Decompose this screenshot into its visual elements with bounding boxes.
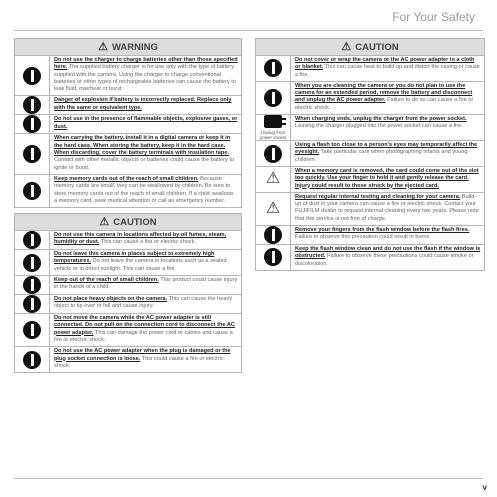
- prohibited-icon: [23, 321, 41, 339]
- safety-item: [256, 115, 484, 141]
- prohibited-icon: [23, 182, 41, 200]
- safety-item-text: [50, 115, 241, 133]
- safety-item-body: Do not leave the camera in locations such as a sealed vehicle or in direct sunlight. This can cause a fire.: [54, 258, 227, 272]
- safety-item: [15, 347, 241, 372]
- safety-item-text: [50, 276, 241, 294]
- row-icon-cell: [15, 175, 50, 207]
- safety-item-text: [291, 226, 484, 244]
- safety-item: [15, 134, 241, 174]
- page-header-title: For Your Safety: [392, 10, 475, 24]
- safety-item-body: Leaving the charger plugged into the power socket can cause a fire.: [295, 123, 463, 130]
- row-icon-cell: [256, 226, 291, 244]
- safety-item: [256, 141, 484, 167]
- row-icon-cell: [15, 96, 50, 114]
- safety-item-heading: Do not move the camera while the AC power adapter is still connected. Do not pull on the connection cord to disconnect the AC power adapter.: [54, 315, 235, 336]
- prohibited-icon: [264, 59, 282, 77]
- safety-item-text: [291, 56, 484, 81]
- row-icon-cell: [15, 231, 50, 249]
- row-icon-cell: [15, 295, 50, 313]
- safety-item-text: [50, 250, 241, 275]
- safety-item-text: [291, 82, 484, 114]
- prohibited-icon: [264, 145, 282, 163]
- safety-item-body: This can cause the heavy object to tip over or fall and cause injury.: [54, 296, 233, 310]
- icon-caption: Unplug from power socket: [259, 130, 287, 141]
- safety-item-body: The supplied battery charger is for use only with the type of battery supplied with the camera. Using the charger to charge conventional batteries or other types of rechargeable batteries can cause the battery to leak fluid, overheat or burst.: [54, 64, 236, 93]
- header-rule: [14, 30, 483, 31]
- safety-item-heading: Do not leave this camera in places subject to extremely high temperatures.: [54, 251, 215, 265]
- safety-item: [256, 82, 484, 115]
- safety-item-text: [50, 295, 241, 313]
- row-icon-cell: [15, 347, 50, 372]
- safety-item-text: [50, 134, 241, 173]
- prohibited-icon: [264, 248, 282, 266]
- safety-item-body: This product could cause injury in the hands of a child.: [54, 277, 238, 291]
- warning-heading-text: WARNING: [111, 41, 158, 53]
- safety-item-heading: Remove your fingers from the flash window before the flash fires.: [295, 227, 470, 234]
- caution-triangle-icon: ⚠: [265, 199, 281, 217]
- row-icon-cell: [256, 193, 291, 225]
- prohibited-icon: [264, 226, 282, 244]
- safety-item-heading: Do not use this camera in locations affected by oil fumes, steam, humidity or dust.: [54, 232, 227, 246]
- safety-item-body: Take particular care when photographing infants and young children.: [295, 149, 468, 163]
- safety-item-body: Because memory cards are small, they can be swallowed by children. Be sure to store memory cards out of the reach of small children. If a child swallows a memory card, seek medical attention or call an emergency number.: [54, 175, 234, 204]
- row-icon-cell: [15, 56, 50, 95]
- warning-triangle-icon: ⚠: [98, 40, 108, 53]
- safety-item-heading: Keep out of the reach of small children.: [54, 277, 159, 284]
- safety-item-text: [50, 56, 241, 95]
- caution-triangle-icon: ⚠: [341, 40, 352, 53]
- safety-item-body: This could cause a fire or electric shock.: [54, 355, 224, 369]
- row-icon-cell: [15, 250, 50, 275]
- safety-item-body: Build-up of dust in your camera can cause a fire or electric shock. Contact your FUJIFILM dealer to request internal cleaning every two years. Please note that this service is not free of charge.: [295, 193, 479, 222]
- safety-item-body: Failure to do so can cause a fire or electric shock.: [295, 97, 474, 111]
- safety-item-text: [291, 193, 484, 225]
- safety-item-heading: Request regular internal testing and cleaning for your camera.: [295, 193, 461, 200]
- safety-item-heading: When charging ends, unplug the charger from the power socket.: [295, 116, 467, 123]
- safety-item-text: [291, 115, 484, 140]
- row-icon-cell: [256, 245, 291, 270]
- page-number: v: [482, 483, 487, 492]
- row-icon-cell: [15, 276, 50, 294]
- prohibited-icon: [23, 145, 41, 163]
- row-icon-cell: [256, 167, 291, 192]
- row-icon-cell: [256, 56, 291, 81]
- safety-item-text: [50, 175, 241, 207]
- safety-item-heading: Do not cover or wrap the camera or the AC power adapter in a cloth or blanket.: [295, 57, 475, 71]
- caution-heading-text: CAUTION: [355, 41, 399, 53]
- safety-item-heading: Do not use the AC power adapter when the plug is damaged or the plug socket connection is loose.: [54, 348, 231, 362]
- safety-item-body: Failure to observe this precaution could result in burns.: [295, 234, 431, 241]
- prohibited-icon: [264, 89, 282, 107]
- row-icon-cell: [256, 82, 291, 114]
- prohibited-icon: [23, 254, 41, 272]
- warning-heading: [14, 38, 242, 55]
- caution-section-right: [255, 55, 485, 271]
- safety-item-body: This can damage the power cord or cables and cause a fire or electric shock.: [54, 329, 233, 343]
- safety-item-text: [50, 347, 241, 372]
- prohibited-icon: [23, 115, 41, 133]
- safety-item-body: This can cause heat to build up and distort the casing or cause a fire.: [295, 64, 480, 78]
- row-icon-cell: [15, 314, 50, 346]
- safety-item: [15, 250, 241, 276]
- safety-item-text: [291, 245, 484, 270]
- row-icon-cell: [256, 141, 291, 166]
- safety-item: [15, 231, 241, 250]
- caution-heading-text: CAUTION: [113, 216, 157, 228]
- safety-item-heading: Danger of explosion if battery is incorrectly replaced. Replace only with the same or equivalent type.: [54, 97, 232, 111]
- right-column: [255, 38, 485, 271]
- safety-item-text: [50, 96, 241, 114]
- safety-item: [15, 175, 241, 207]
- safety-item: [256, 245, 484, 270]
- safety-item-heading: Do not place heavy objects on the camera.: [54, 296, 168, 303]
- caution-section-left: [14, 230, 242, 373]
- safety-item: [256, 56, 484, 82]
- safety-item-text: [291, 141, 484, 166]
- prohibited-icon: [23, 295, 41, 313]
- safety-item-heading: When you are cleaning the camera or you do not plan to use the camera for an extended period, remove the battery and disconnect and unplug the AC power adapter.: [295, 82, 473, 104]
- safety-item: [15, 295, 241, 314]
- footer-rule: [14, 478, 483, 479]
- prohibited-icon: [23, 67, 41, 85]
- safety-item-heading: When a memory card is removed, the card could come out of the slot too quickly. Use your finger to hold it and gently release the card. Injury could result to those struck by the ejected card.: [295, 167, 479, 189]
- caution-triangle-icon: ⚠: [99, 215, 110, 228]
- safety-item: [256, 167, 484, 193]
- safety-item-body: Contact with other metallic objects or batteries could cause the battery to ignite or burst.: [54, 157, 235, 171]
- prohibited-icon: [23, 231, 41, 249]
- safety-item: [256, 226, 484, 245]
- caution-heading-right: [255, 38, 485, 55]
- safety-item: [15, 276, 241, 295]
- caution-triangle-icon: ⚠: [265, 170, 281, 188]
- safety-item-heading: Keep memory cards out of the reach of small children.: [54, 175, 199, 182]
- safety-item: [256, 193, 484, 226]
- safety-item: [15, 96, 241, 115]
- caution-heading-left: [14, 213, 242, 230]
- safety-item-text: [50, 231, 241, 249]
- safety-item-heading: Do not use in the presence of flammable objects, explosive gases, or dust.: [54, 116, 238, 130]
- safety-item-heading: Do not use the charger to charge batteries other than those specified here.: [54, 57, 238, 71]
- row-icon-cell: [15, 115, 50, 133]
- prohibited-icon: [23, 96, 41, 114]
- safety-item-text: [291, 167, 484, 192]
- safety-item-body: Failure to observe these precautions could cause smoke or discoloration.: [295, 253, 474, 267]
- row-icon-cell: [256, 115, 291, 140]
- left-column: [14, 38, 242, 373]
- safety-item: [15, 115, 241, 134]
- safety-item-heading: Keep the flash window clean and do not use the flash if the window is obstructed.: [295, 246, 481, 260]
- safety-item: [15, 314, 241, 347]
- unplug-icon: [264, 115, 282, 128]
- safety-item-heading: When carrying the battery, install it in a digital camera or keep it in the hard case. When storing the battery, keep it in the hard case. When discarding, cover the battery terminals with insulation tape.: [54, 135, 231, 157]
- safety-item-body: This can cause a fire or electric shock.: [99, 239, 196, 246]
- row-icon-cell: [15, 134, 50, 173]
- warning-section: [14, 55, 242, 208]
- prohibited-icon: [23, 276, 41, 294]
- safety-item: [15, 56, 241, 96]
- safety-item-heading: Using a flash too close to a person's eyes may temporarily affect the eyesight.: [295, 142, 478, 156]
- safety-item-text: [50, 314, 241, 346]
- prohibited-icon: [23, 351, 41, 369]
